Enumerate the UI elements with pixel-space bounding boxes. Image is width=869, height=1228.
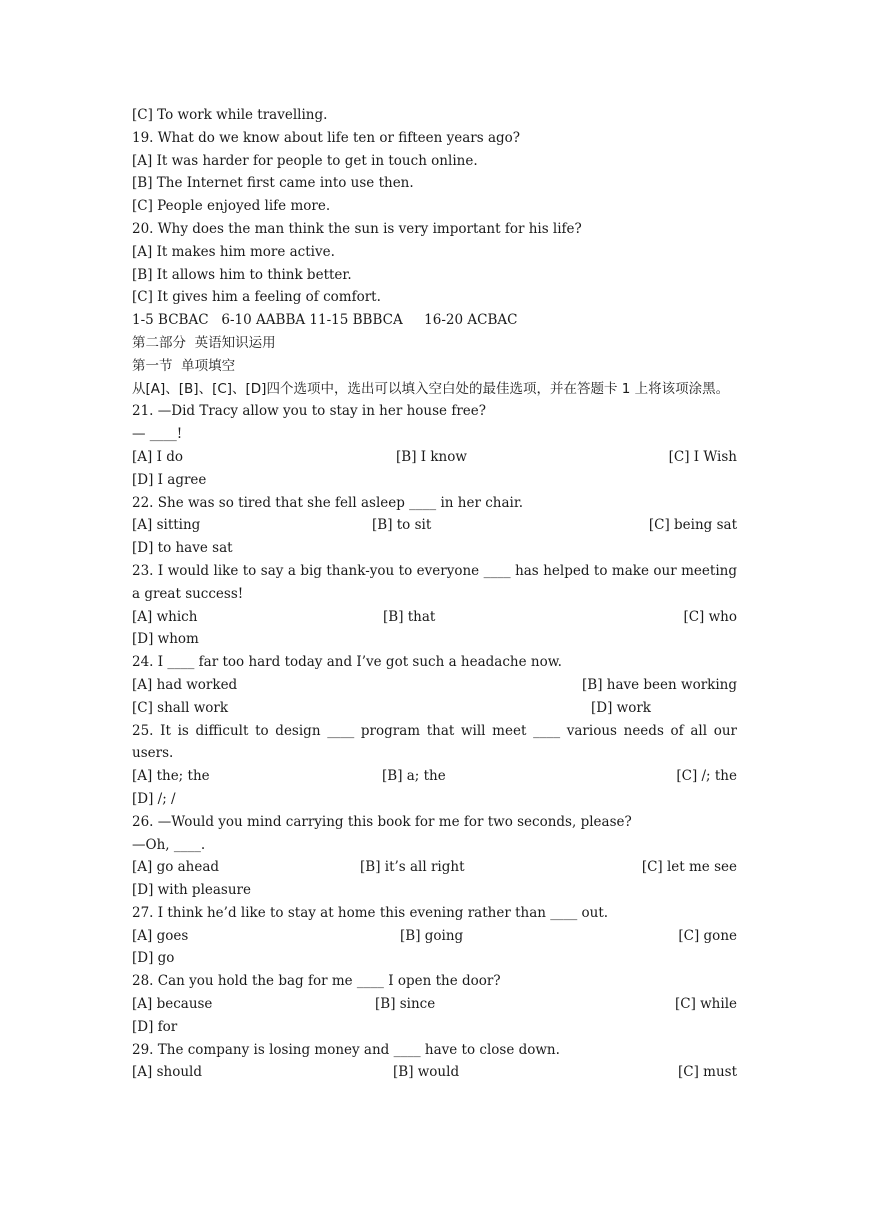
option-c: [C] must — [677, 1064, 737, 1081]
option-d: [D] go — [132, 950, 175, 967]
option-b: [B] it’s all right — [360, 859, 465, 876]
option-b: [B] have been working — [582, 676, 737, 693]
option-text: [A] It was harder for people to get in touch online. — [132, 152, 478, 169]
option-b: [B] a; the — [382, 768, 446, 785]
options-row — [132, 925, 737, 948]
option-c: [C] let me see — [641, 859, 737, 876]
option-b: [B] since — [375, 996, 436, 1013]
option-text: [C] To work while travelling. — [132, 107, 328, 123]
instructions: 从[A]、[B]、[C]、[D]四个选项中，选出可以填入空白处的最佳选项，并在答题卡 1 上将该项涂黑。 — [132, 380, 730, 397]
option-c: [C] shall work — [132, 699, 229, 716]
question-stem: 21. —Did Tracy allow you to stay in her house free? — [132, 403, 487, 420]
option-b: [B] going — [400, 927, 464, 944]
option-a: [A] goes — [132, 927, 189, 944]
option-text: [B] It allows him to think better. — [132, 266, 352, 283]
question-stem-reply: — ____! — [132, 426, 183, 443]
answer-key: 1-5 BCBAC 6-10 AABBA 11-15 BBBCA 16-20 ACBAC — [132, 312, 518, 329]
question-stem: 29. The company is losing money and ____ have to close down. — [132, 1041, 560, 1058]
option-b: [B] that — [383, 608, 436, 625]
question-stem: 24. I ____ far too hard today and I’ve got such a headache now. — [132, 654, 562, 671]
options-row — [132, 606, 737, 629]
option-b: [B] to sit — [372, 517, 432, 534]
question-stem: 20. Why does the man think the sun is very important for his life? — [132, 220, 582, 237]
option-text: [C] It gives him a feeling of comfort. — [132, 289, 381, 306]
option-d: [D] whom — [132, 631, 199, 648]
option-c: [C] /; the — [676, 768, 737, 785]
section-sub-heading: 第一节 单项填空 — [132, 357, 236, 374]
option-c: [C] gone — [678, 927, 737, 944]
option-text: [C] People enjoyed life more. — [132, 198, 331, 215]
option-a: [A] sitting — [132, 517, 201, 534]
section-part-heading: 第二部分 英语知识运用 — [132, 334, 276, 351]
question-stem: 22. She was so tired that she fell asleep ____ in her chair. — [132, 494, 524, 511]
question-stem: 25. It is difficult to design ____ program that will meet ____ various needs of all our users. — [132, 722, 737, 762]
question-stem: 23. I would like to say a big thank-you to everyone ____ has helped to make our meeting a great success! — [132, 562, 737, 602]
options-row — [132, 697, 737, 720]
option-a: [A] had worked — [132, 676, 238, 693]
option-c: [C] I Wish — [668, 448, 737, 465]
option-a: [A] should — [132, 1064, 202, 1081]
option-a: [A] which — [132, 608, 198, 625]
option-d: [D] work — [591, 699, 651, 716]
options-row — [132, 765, 737, 788]
question-stem: 19. What do we know about life ten or fifteen years ago? — [132, 129, 521, 146]
question-stem: 28. Can you hold the bag for me ____ I open the door? — [132, 973, 501, 990]
option-a: [A] I do — [132, 448, 183, 465]
option-d: [D] with pleasure — [132, 882, 251, 899]
option-a: [A] because — [132, 996, 213, 1013]
document-page — [132, 104, 737, 1084]
option-b: [B] I know — [396, 448, 467, 465]
options-row — [132, 1061, 737, 1084]
option-a: [A] go ahead — [132, 859, 220, 876]
options-row — [132, 514, 737, 537]
question-stem: 26. —Would you mind carrying this book for me for two seconds, please? — [132, 813, 632, 830]
option-a: [A] the; the — [132, 768, 210, 785]
question-stem: 27. I think he’d like to stay at home this evening rather than ____ out. — [132, 904, 609, 921]
option-c: [C] who — [683, 608, 737, 625]
option-d: [D] /; / — [132, 790, 176, 807]
options-row — [132, 446, 737, 469]
question-stem-reply: —Oh, ____. — [132, 836, 206, 853]
option-text: [A] It makes him more active. — [132, 243, 335, 260]
option-text: [B] The Internet first came into use then. — [132, 175, 414, 192]
options-row — [132, 674, 737, 697]
options-row — [132, 856, 737, 879]
option-d: [D] I agree — [132, 471, 207, 488]
option-d: [D] for — [132, 1018, 178, 1035]
option-c: [C] while — [674, 996, 737, 1013]
option-b: [B] would — [393, 1064, 460, 1081]
options-row — [132, 993, 737, 1016]
option-d: [D] to have sat — [132, 540, 233, 557]
option-c: [C] being sat — [648, 517, 737, 534]
